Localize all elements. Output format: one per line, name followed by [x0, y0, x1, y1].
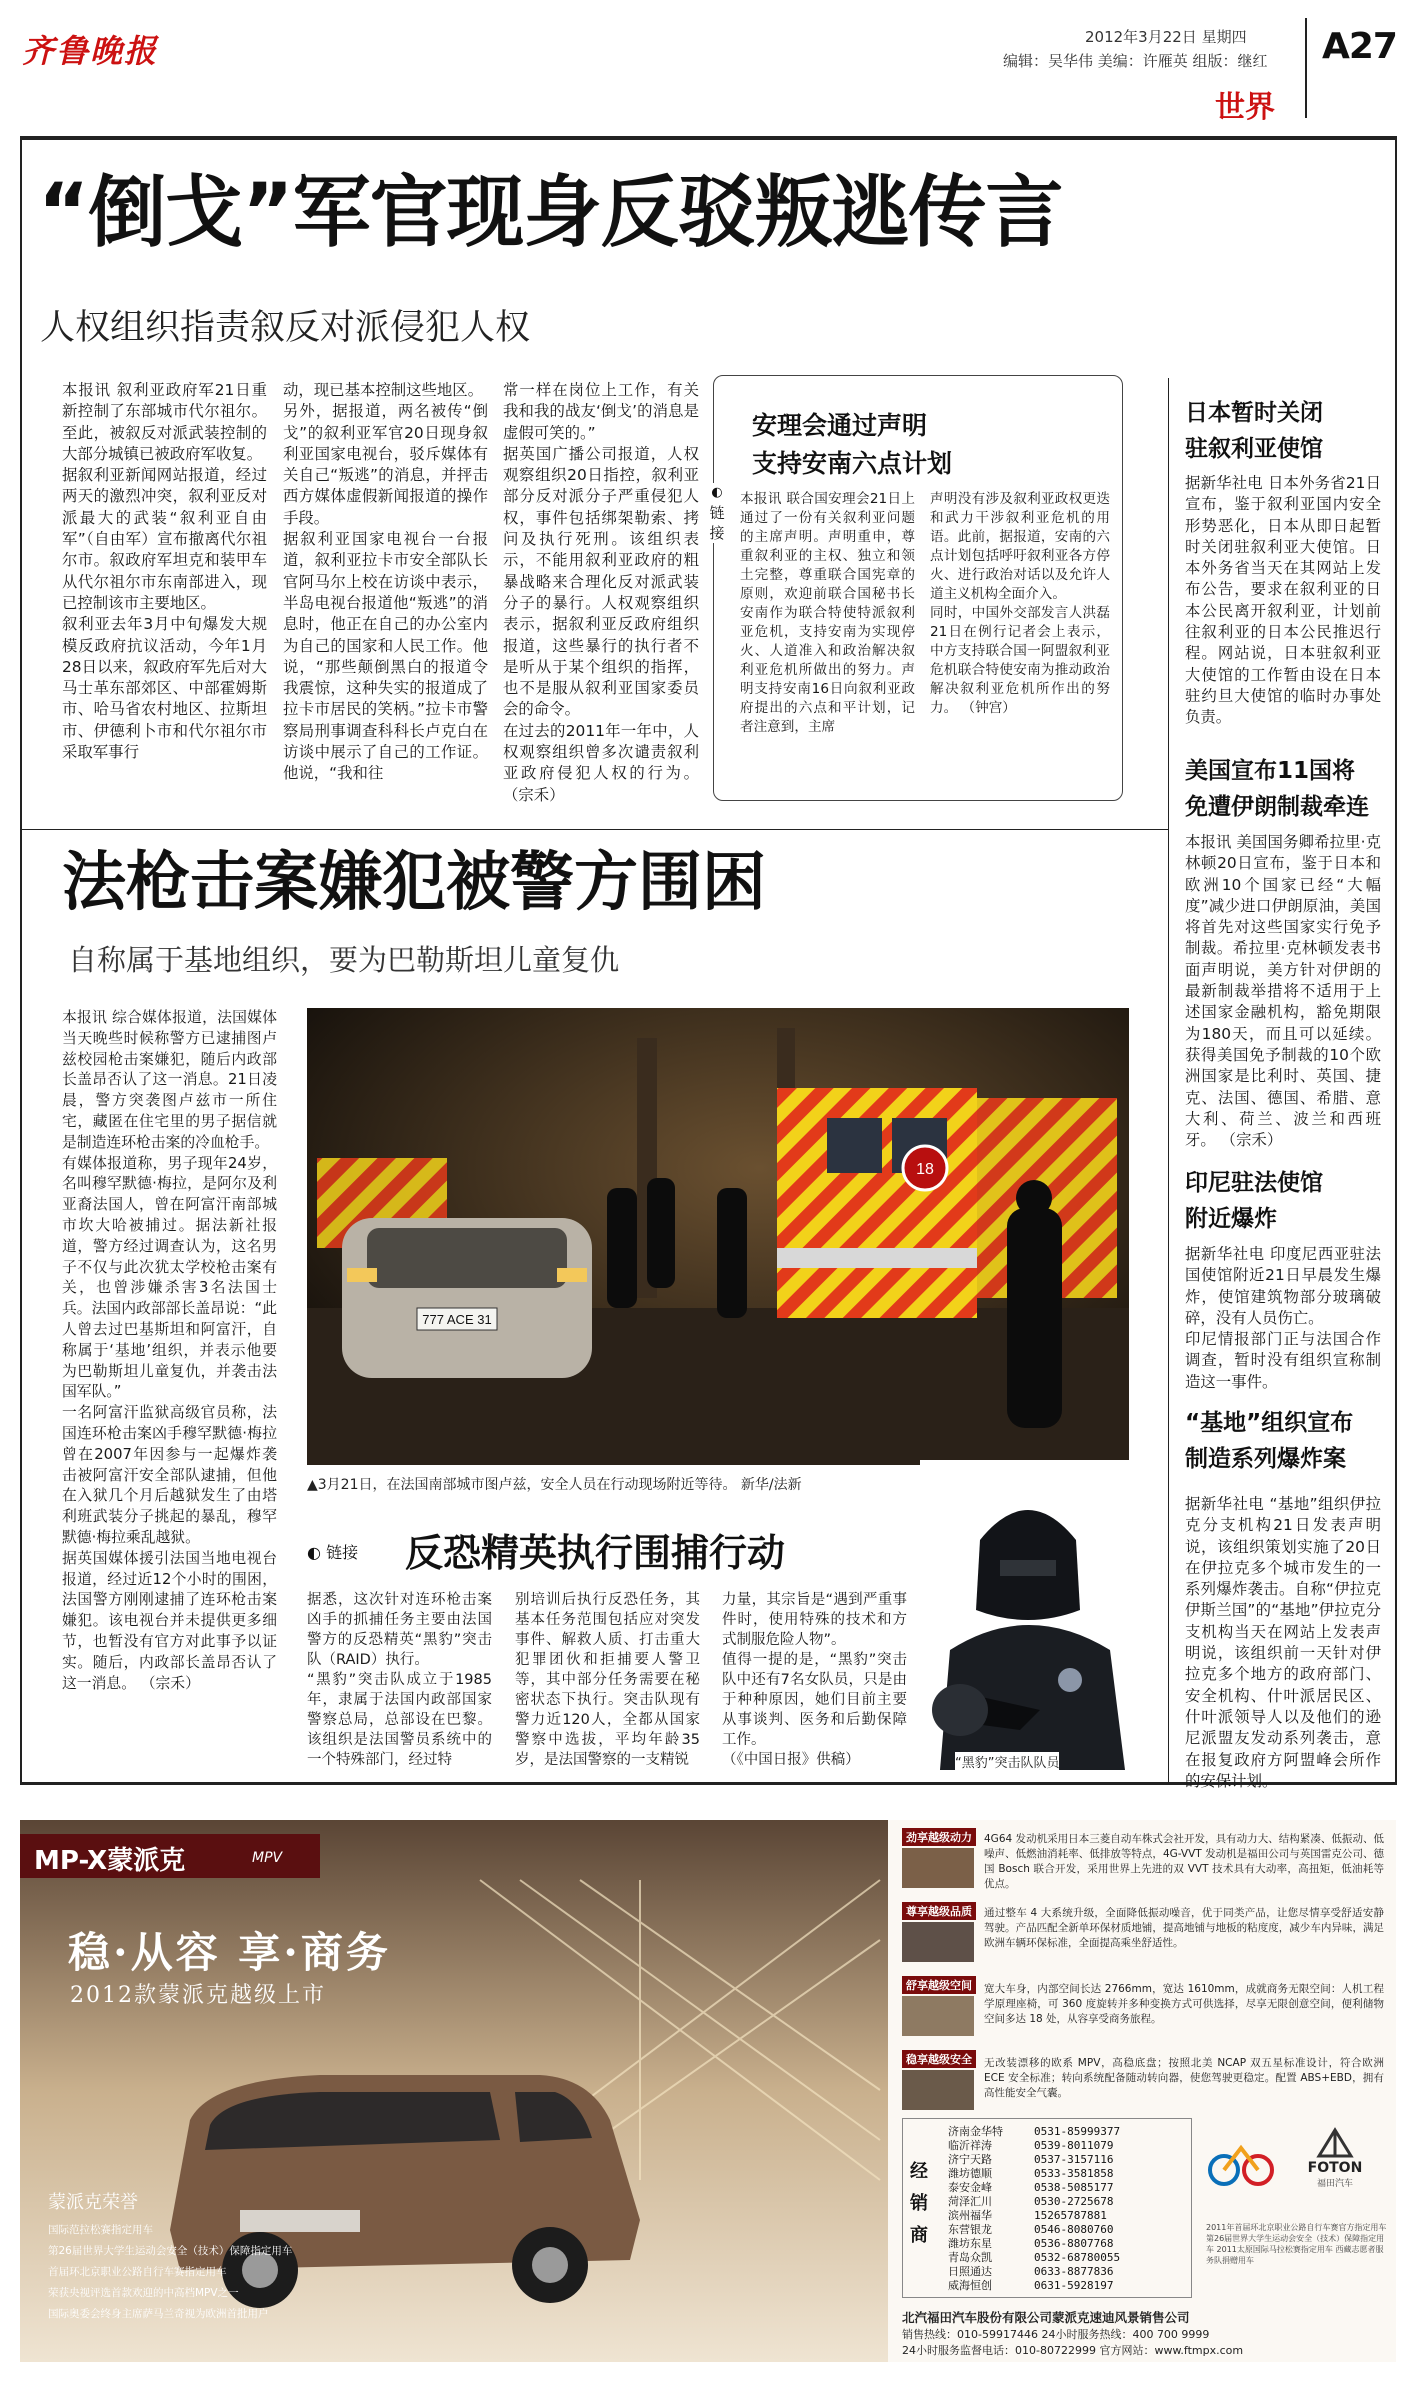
link2-tag: [307, 1540, 358, 1563]
ad-dealer-list: [948, 2125, 1186, 2293]
main-photo: [307, 1008, 1129, 1465]
link2-title: 反恐精英执行围捕行动: [405, 1531, 786, 1575]
svg-text:18: 18: [916, 1161, 934, 1178]
dealer-row: 济宁天路 0537-3157116: [948, 2153, 1114, 2166]
ad-hotline: 销售热线：010-59917446 24小时服务热线：400 700 9999: [902, 2328, 1210, 2341]
dealer-row: 东营银龙 0546-8080760: [948, 2223, 1114, 2236]
masthead-divider: [1305, 18, 1307, 118]
ad-honors-list: [48, 2220, 408, 2325]
link1-title-line1: 安理会通过声明: [752, 411, 928, 440]
sidebar-story2-title-line2: 免遭伊朗制裁牵连: [1185, 794, 1369, 820]
ad-honor-item: 国际范拉松赛指定用车: [48, 2224, 153, 2236]
svg-text:777 ACE 31: 777 ACE 31: [422, 1312, 492, 1327]
swat-officer-graphic: [920, 1460, 1135, 1770]
ad-slogan-2: 2012款蒙派克越级上市: [70, 1983, 326, 2008]
ad-feature-2-text: 通过整车 4 大系统升级，全面降低振动噪音，优于同类产品，让您尽情享受舒适安静驾驶。产品匹配全新单环保材质地铺，提高地铺与地板的粘度度，减少车内异味，满足欧洲车辆环保标准，全面提高乘坐舒适性。: [984, 1907, 1384, 1949]
link1-tag: [706, 483, 728, 543]
link1-column-1: 本报讯 联合国安理会21日上通过了一份有关叙利亚问题的主席声明。声明重申，尊重叙利亚的主权、独立和领土完整，尊重联合国宪章的原则，欢迎前联合国秘书长安南作为联合特使特派叙利亚危机，支持安南为实现停火、人道准入和政治解决叙利亚危机所做出的努力。声明支持安南16日向叙利亚政府提出的六点和平计划，记者注意到，主席: [740, 491, 915, 735]
issue-date: 2012年3月22日 星期四: [1085, 28, 1247, 46]
lead-column-1: 本报讯 叙利亚政府军21日重新控制了东部城市代尔祖尔。至此，被叙反对派武装控制的大部分城镇已被政府军收复。 据叙利亚新闻网站报道，经过两天的激烈冲突，叙利亚反对派最大的武装“叙利亚自由军”（自由军）宣布撤离代尔祖尔市。叙政府军坦克和装甲车从代尔祖尔市东南部进入，现已控制该市主要地区。 叙利亚去年3月中旬爆发大规模反政府抗议活动，今年1月28日以来，叙政府军先后对大马士革东部郊区、中部霍姆斯市、哈马省农村地区、拉斯坦市、伊德利卜市和代尔祖尔市采取军事行: [62, 381, 267, 762]
swat-photo-caption: “黑豹”突击队队员: [955, 1752, 1059, 1771]
sidebar-story4-title-line2: 制造系列爆炸案: [1185, 1446, 1346, 1472]
link-icon: ◐: [307, 1543, 321, 1562]
ad-honor-item: 国际奥委会终身主席萨马兰奇视为欧洲首批用户: [48, 2308, 269, 2320]
ad-feature-4-label: 稳享越级安全: [902, 2050, 976, 2068]
dealer-row: 滨州福华 15265787881: [948, 2209, 1107, 2222]
ambulance-graphic: [777, 1088, 1117, 1318]
dealer-row: 临沂祥涛 0539-8011079: [948, 2139, 1114, 2152]
dealer-row: 潍坊德顺 0533-3581858: [948, 2167, 1114, 2180]
ad-company: 北汽福田汽车股份有限公司蒙派克速迪风景销售公司: [902, 2310, 1190, 2325]
ad-left-panel: [20, 1820, 888, 2362]
section-divider: [20, 829, 1168, 830]
night-scene-graphic: [307, 1008, 1129, 1465]
ad-feature-1-image: [902, 1848, 974, 1888]
foton-logo-icon: [1315, 2126, 1355, 2160]
link1-column-2: 声明没有涉及叙利亚政权更迭和武力干涉叙利亚危机的用语。此前，据报道，安南的六点计划包括呼吁叙利亚各方停火、进行政治对话以及允许人道主义机构全面介入。 同时，中国外交部发言人洪磊21日在例行记者会上表示，中方支持联合国一阿盟叙利亚危机联合特使安南为推动政治解决叙利亚危机所作出的努力。 （钟宫）: [930, 491, 1110, 716]
car-graphic: [342, 1218, 592, 1378]
sidebar-divider: [1168, 378, 1169, 1784]
dealer-row: 日照通达 0633-8877836: [948, 2265, 1114, 2278]
link2-tag-label: 链接: [326, 1543, 359, 1562]
paper-logo: 齐鲁晚报: [22, 32, 159, 70]
ad-feature-3-label: 舒享越级空间: [902, 1976, 976, 1994]
dealer-row: 青岛众凯 0532-68780055: [948, 2251, 1121, 2264]
dealer-row: 威海恒创 0631-5928197: [948, 2279, 1114, 2292]
section-name: 世界: [1215, 90, 1275, 125]
second-headline: 法枪击案嫌犯被警方围困: [62, 846, 766, 920]
page-rule-right: [1395, 136, 1397, 1784]
sidebar-story1-title-line1: 日本暂时关闭: [1185, 400, 1323, 426]
editor-credits: 编辑：吴华伟 美编：许雁英 组版：继红: [1003, 52, 1268, 70]
ad-model-name: MP-X蒙派克: [34, 1846, 186, 1876]
link2-column-1: 据悉，这次针对连环枪击案凶手的抓捕任务主要由法国警方的反恐精英“黑豹”突击队（RAID）执行。 “黑豹”突击队成立于1985年，隶属于法国内政部国家警察总局，总部设在巴黎。该组织是法国警员系统中的一个特殊部门，经过特: [307, 1592, 492, 1768]
ad-feature-4-text: 无改装漂移的欧系 MPV，高稳底盘；按照北美 NCAP 双五星标准设计，符合欧洲 ECE 安全标准；转向系统配备随动转向器，使您驾驶更稳定。配置 ABS+EBD，拥有高性能安全气囊。: [984, 2057, 1384, 2099]
sidebar-story3-body: 据新华社电 印度尼西亚驻法国使馆附近21日早晨发生爆炸，使馆建筑物部分玻璃破碎，没有人员伤亡。 印尼情报部门正与法国合作调查，暂时没有组织宣称制造这一事件。: [1185, 1245, 1381, 1391]
ad-honor-item: 首届环北京职业公路自行车赛指定用车: [48, 2266, 227, 2278]
ad-right-panel: [888, 1820, 1396, 2362]
ad-feature-3-text: 宽大车身，内部空间长达 2766mm，宽达 1610mm，成就商务无限空间：人机工程学原理座椅，可 360 度旋转并多种变换方式可供选择，尽享无限创意空间，便利储物空间多达 18 处，从容享受商务旅程。: [984, 1983, 1384, 2025]
link1-tag-label: 链接: [709, 504, 725, 542]
ad-award-logo: [1206, 2130, 1276, 2190]
ad-brand-cn: 福田汽车: [1316, 2179, 1353, 2189]
ad-brand-name: FOTON: [1307, 2160, 1363, 2176]
ad-hotline-2: 24小时服务监督电话：010-80722999 官方网站：www.ftmpx.com: [902, 2344, 1244, 2357]
ad-feature-1-label: 劲享越级动力: [902, 1828, 976, 1846]
sidebar-story4-title-line1: “基地”组织宣布: [1185, 1410, 1354, 1436]
link-icon: ◐: [711, 485, 723, 500]
sidebar-story2-title-line1: 美国宣布11国将: [1185, 758, 1356, 784]
lead-column-3: 常一样在岗位上工作，有关我和我的战友‘倒戈’的消息是虚假可笑的。” 据英国广播公司报道，人权观察组织20日指控，叙利亚部分反对派分子严重侵犯人权，事件包括绑架勒索、拷问及执行死刑。该组织表示，不能用叙利亚政府的粗暴战略来合理化反对派武装分子的暴行。人权观察组织表示，据叙利亚反政府组织报道，这些暴行的执行者不是听从于某个组织的指挥，也不是服从叙利亚国家委员会的命令。 在过去的2011年一年中，人权观察组织曾多次谴责叙利亚政府侵犯人权的行为。 （宗禾）: [503, 381, 699, 804]
page-number: A27: [1322, 26, 1397, 67]
main-photo-caption: ▲3月21日，在法国南部城市图卢兹，安全人员在行动现场附近等待。 新华/法新: [307, 1477, 802, 1493]
sidebar-story1-body: 据新华社电 日本外务省21日宣布，鉴于叙利亚国内安全形势恶化，日本从即日起暂时关闭驻叙利亚大使馆。日本外务省当天在其网站上发布公告，要求在叙利亚的日本公民离开叙利亚，计划前往叙利亚的日本公民推迟行程。网站说，日本驻叙利亚大使馆的工作暂由设在日本驻约旦大使馆的临时办事处负责。: [1185, 474, 1381, 727]
ad-feature-1-text: 4G64 发动机采用日本三菱自动车株式会社开发，具有动力大、结构紧凑、低振动、低噪声、低燃油消耗率、低排放等特点，4G-VVT 发动机是福田公司与英国雷克公司、德国 Bosch 联合开发，采用世界上先进的双 VVT 技术具有大动率，高扭矩，低油耗等优点。: [984, 1833, 1384, 1890]
link2-column-3: 力量，其宗旨是“遇到严重事件时，使用特殊的技术和方式制服危险人物”。 值得一提的是，“黑豹”突击队中还有7名女队员，只是由于种种原因，她们目前主要从事谈判、医务和后勤保障工作。 （《中国日报》供稿）: [722, 1592, 907, 1768]
ad-feature-2-image: [902, 1922, 974, 1962]
ad-dealer-label: 经销商: [910, 2161, 928, 2246]
sidebar-story3-title-line2: 附近爆炸: [1185, 1206, 1277, 1232]
sidebar-story3-title-line1: 印尼驻法使馆: [1185, 1170, 1323, 1196]
ad-slogan: 稳·从容 享·商务: [68, 1928, 391, 1977]
dealer-row: 济南金华特 0531-85999377: [948, 2125, 1121, 2138]
page-rule-top: [20, 136, 1397, 140]
swat-photo: [920, 1460, 1135, 1770]
lead-subheadline: 人权组织指责叙反对派侵犯人权: [40, 308, 531, 348]
ad-honors-title: 蒙派克荣誉: [48, 2192, 138, 2213]
sidebar-story1-title-line2: 驻叙利亚使馆: [1185, 436, 1323, 462]
page-rule-left: [20, 136, 22, 1784]
link1-title-line2: 支持安南六点计划: [752, 449, 953, 478]
sidebar-story4-body: 据新华社电 “基地”组织伊拉克分支机构21日发表声明说，该组织策划实施了20日在伊拉克多个城市发生的一系列爆炸袭击。自称“伊拉克伊斯兰国”的“基地”伊拉克分支机构当天在网站上发表声明说，该组织前一天针对伊拉克多个地方的政府部门、安全机构、什叶派居民区、什叶派领导人以及他们的逊尼派盟友发动系列袭击，意在报复政府方阿盟峰会所作的安保计划。: [1185, 1495, 1381, 1790]
dealer-row: 菏泽汇川 0530-2725678: [948, 2195, 1114, 2208]
ad-model-suffix: MPV: [252, 1850, 283, 1866]
masthead: [0, 0, 1417, 130]
ad-honor-item: 第26届世界大学生运动会安全（技术）保障指定用车: [48, 2245, 293, 2257]
link2-column-2: 别培训后执行反恐任务，其基本任务范围包括应对突发事件、解救人质、打击重大犯罪团伙和拒捕要人警卫等，其中部分任务需要在秘密状态下执行。突击队现有警力近120人，全都从国家警察中选拔，平均年龄35岁，是法国警察的一支精锐: [515, 1592, 700, 1768]
ad-brand-logo: [1290, 2126, 1380, 2189]
sidebar-story2-body: 本报讯 美国国务卿希拉里·克林顿20日宣布，鉴于日本和欧洲10个国家已经“大幅度”减少进口伊朗原油，美国将首先对这些国家实行免予制裁。希拉里·克林顿发表书面声明说，美方针对伊朗的最新制裁举措将不适用于上述国家金融机构，豁免期限为180天，而且可以延续。获得美国免予制裁的10个欧洲国家是比利时、英国、捷克、法国、德国、希腊、意大利、荷兰、波兰和西班牙。 （宗禾）: [1185, 833, 1381, 1150]
dealer-row: 潍坊东星 0536-8807768: [948, 2237, 1114, 2250]
ad-award-text: 2011年首届环北京职业公路自行车赛官方指定用车 第26届世界大学生运动会安全（技术）保障指定用车 2011太原国际马拉松赛指定用车 西藏志愿者服务队捐赠用车: [1206, 2223, 1387, 2265]
ad-feature-2-label: 尊享越级品质: [902, 1902, 976, 1920]
lead-headline: “倒戈”军官现身反驳叛逃传言: [38, 168, 1063, 258]
lead-column-2: 动，现已基本控制这些地区。 另外，据报道，两名被传“倒戈”的叙利亚军官20日现身叙利亚国家电视台，驳斥媒体有关自己“叛逃”的消息，并抨击西方媒体虚假新闻报道的操作手段。 据叙利亚国家电视台一台报道，叙利亚拉卡市安全部队长官阿马尔上校在访谈中表示，半岛电视台报道他“叛逃”的消息时，他正在自己的办公室内为自己的国家和人民工作。他说，“那些颠倒黑白的报道令我震惊，这种失实的报道成了拉卡市居民的笑柄。”拉卡市警察局刑事调查科科长卢克白在访谈中展示了自己的工作证。他说，“我和往: [283, 381, 488, 783]
second-subheadline: 自称属于基地组织，要为巴勒斯坦儿童复仇: [68, 943, 620, 977]
second-body: 本报讯 综合媒体报道，法国媒体当天晚些时候称警方已逮捕图卢兹校园枪击案嫌犯，随后内政部长盖昂否认了这一消息。21日凌晨，警方突袭图卢兹市一所住宅，藏匿在住宅里的男子据信就是制造连环枪击案的冷血枪手。 有媒体报道称，男子现年24岁，名叫穆罕默德·梅拉，是阿尔及利亚裔法国人，曾在阿富汗南部城市坎大哈被捕过。据法新社报道，警方经过调查认为，这名男子不仅与此次犹太学校枪击案有关，也曾涉嫌杀害3名法国士兵。法国内政部部长盖昂说：“此人曾去过巴基斯坦和阿富汗，自称属于‘基地’组织，并表示他要为巴勒斯坦儿童复仇，并袭击法国军队。” 一名阿富汗监狱高级官员称，法国连环枪击案凶手穆罕默德·梅拉曾在2007年因参与一起爆炸袭击被阿富汗安全部队逮捕，但他在入狱几个月后越狱发生了由塔利班武装分子挑起的暴乱，穆罕默德·梅拉乘乱越狱。 据英国媒体援引法国当地电视台报道，经过近12个小时的围困，法国警方刚刚逮捕了连环枪击案嫌犯。该电视台并未提供更多细节，也暂没有官方对此事予以证实。随后，内政部长盖昂否认了这一消息。 （宗禾）: [62, 1009, 277, 1692]
ad-feature-3-image: [902, 1996, 974, 2036]
ad-feature-4-image: [902, 2070, 974, 2110]
ad-honor-item: 荣获央视评选首款欢迎的中高档MPV之一: [48, 2287, 239, 2299]
dealer-row: 泰安金峰 0538-5085177: [948, 2181, 1114, 2194]
cycling-emblem-icon: [1206, 2130, 1276, 2190]
